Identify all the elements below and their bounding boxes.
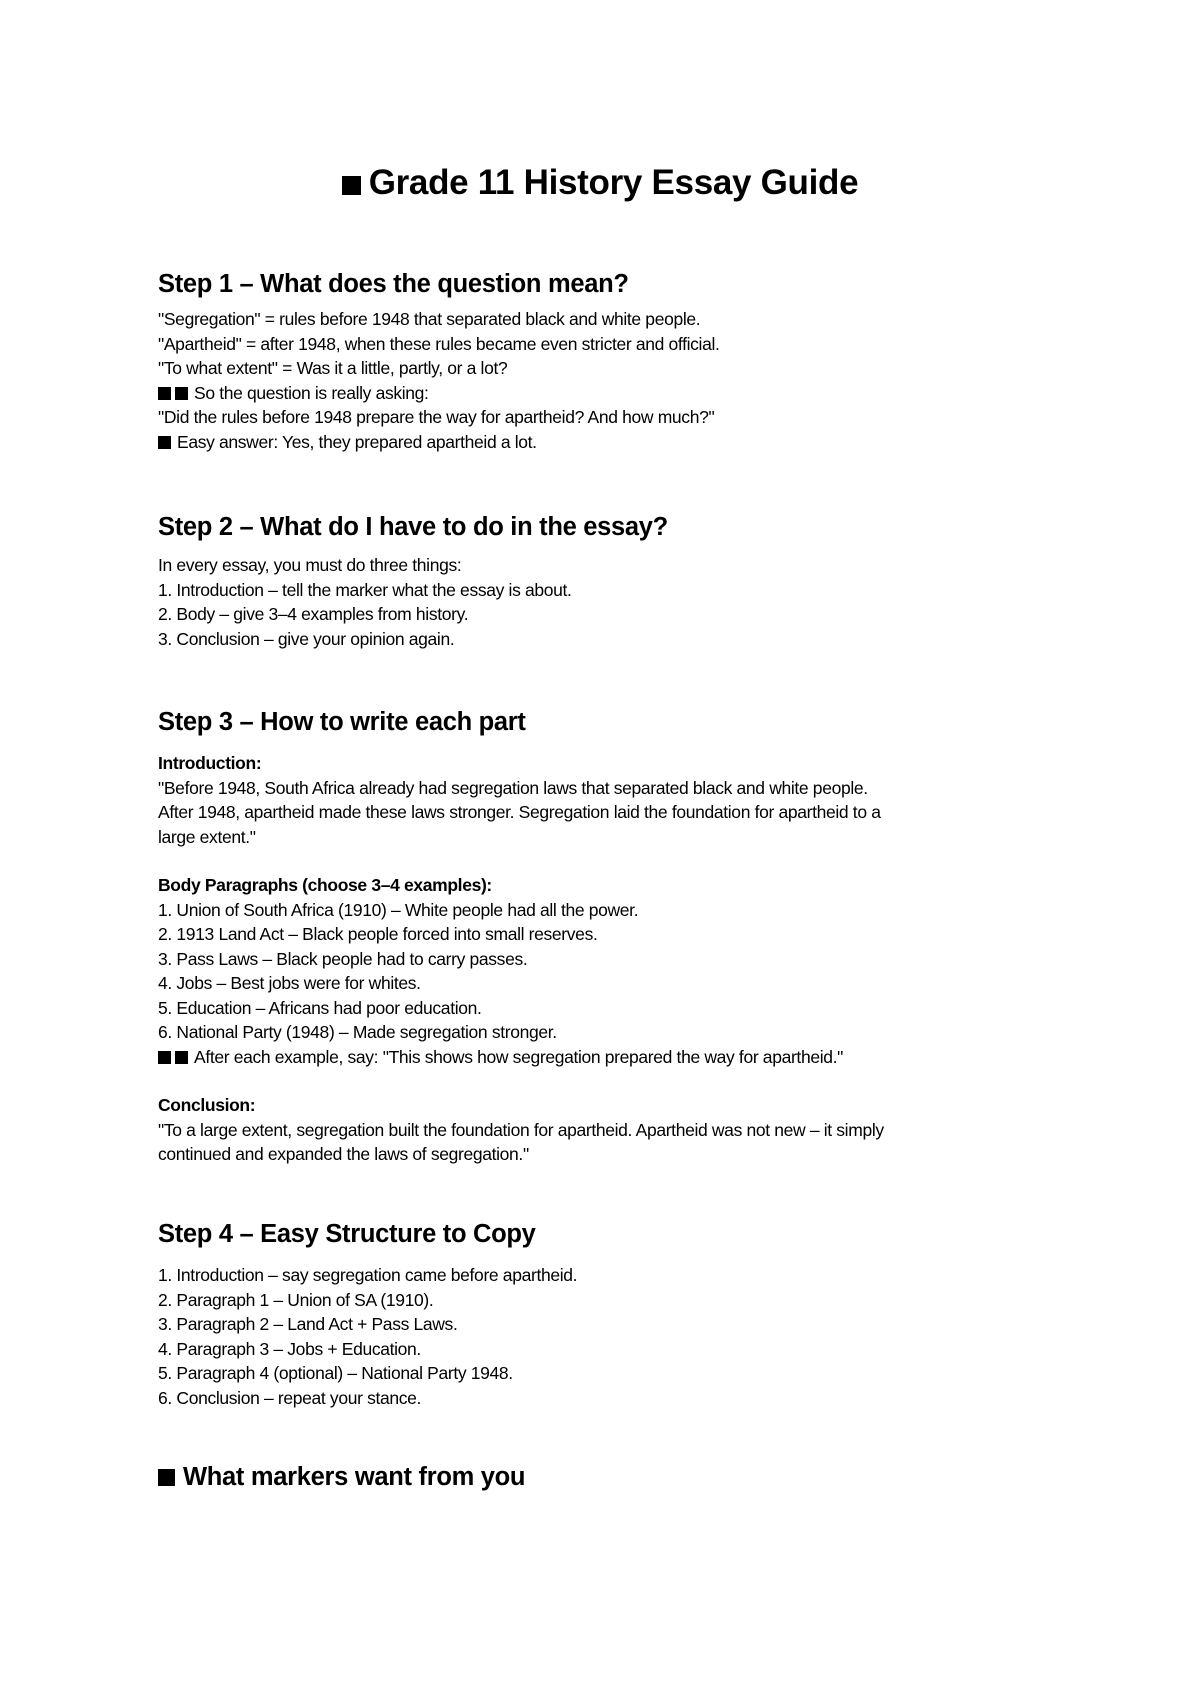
- square-bullet-icon: [158, 436, 171, 449]
- step4-line: 6. Conclusion – repeat your stance.: [158, 1387, 422, 1408]
- markers-heading: [158, 1460, 525, 1494]
- step2-line: 1. Introduction – tell the marker what the essay is about.: [158, 579, 572, 600]
- square-bullet-icon: [158, 1469, 175, 1486]
- body-line: [158, 1045, 884, 1070]
- intro-line: After 1948, apartheid made these laws stronger. Segregation laid the foundation for apartheid to a: [158, 802, 881, 822]
- markers-heading-text: What markers want from you: [183, 1463, 526, 1491]
- step2-section: [158, 510, 668, 651]
- square-bullet-icon: [342, 176, 361, 195]
- square-bullet-icon: [158, 387, 171, 400]
- conclusion-label: Conclusion:: [158, 1095, 256, 1115]
- step1-line: [158, 381, 720, 406]
- body-line: 2. 1913 Land Act – Black people forced into small reserves.: [158, 924, 598, 944]
- intro-line: "Before 1948, South Africa already had segregation laws that separated black and white people.: [158, 777, 868, 798]
- step3-section: [158, 705, 884, 1167]
- conclusion-line: continued and expanded the laws of segregation.": [158, 1144, 529, 1164]
- body-line-text: After each example, say: "This shows how segregation prepared the way for apartheid.": [194, 1046, 844, 1067]
- body-line: 4. Jobs – Best jobs were for whites.: [158, 973, 421, 993]
- step2-line: 3. Conclusion – give your opinion again.: [158, 628, 455, 649]
- step1-section: [158, 267, 720, 454]
- step2-heading: Step 2 – What do I have to do in the essay?: [158, 513, 668, 541]
- square-bullet-icon: [158, 1051, 171, 1064]
- step4-heading: Step 4 – Easy Structure to Copy: [158, 1220, 536, 1248]
- introduction-label: Introduction:: [158, 753, 262, 773]
- square-bullet-icon: [175, 1051, 188, 1064]
- page-title: [0, 160, 1200, 206]
- markers-section: [158, 1460, 525, 1494]
- step4-line: 3. Paragraph 2 – Land Act + Pass Laws.: [158, 1314, 458, 1334]
- step1-line-text: Easy answer: Yes, they prepared apartheid a lot.: [177, 431, 537, 452]
- step1-heading: Step 1 – What does the question mean?: [158, 270, 629, 298]
- step4-line: 1. Introduction – say segregation came before apartheid.: [158, 1265, 578, 1285]
- step4-line: 5. Paragraph 4 (optional) – National Party 1948.: [158, 1363, 513, 1383]
- body-line: 1. Union of South Africa (1910) – White people had all the power.: [158, 899, 639, 920]
- step1-line-text: So the question is really asking:: [194, 382, 429, 403]
- step4-line: 4. Paragraph 3 – Jobs + Education.: [158, 1338, 421, 1359]
- step2-line: In every essay, you must do three things:: [158, 555, 462, 575]
- square-bullet-icon: [175, 387, 188, 400]
- page-title-text: Grade 11 History Essay Guide: [368, 163, 859, 202]
- intro-line: large extent.": [158, 826, 256, 847]
- conclusion-line: "To a large extent, segregation built the foundation for apartheid. Apartheid was not new – it simply: [158, 1119, 884, 1140]
- body-line: 5. Education – Africans had poor education.: [158, 997, 482, 1018]
- step1-line: "Did the rules before 1948 prepare the way for apartheid? And how much?": [158, 407, 715, 427]
- step1-line: "To what extent" = Was it a little, partly, or a lot?: [158, 358, 508, 378]
- step4-section: [158, 1217, 577, 1410]
- step1-line: "Apartheid" = after 1948, when these rules became even stricter and official.: [158, 333, 720, 354]
- body-line: 6. National Party (1948) – Made segregation stronger.: [158, 1022, 557, 1042]
- step1-line: "Segregation" = rules before 1948 that separated black and white people.: [158, 309, 701, 329]
- body-paragraphs-label: Body Paragraphs (choose 3–4 examples):: [158, 875, 492, 895]
- step1-line: [158, 430, 720, 455]
- step3-heading: Step 3 – How to write each part: [158, 708, 526, 736]
- step2-line: 2. Body – give 3–4 examples from history.: [158, 604, 469, 624]
- body-line: 3. Pass Laws – Black people had to carry passes.: [158, 948, 528, 969]
- step4-line: 2. Paragraph 1 – Union of SA (1910).: [158, 1289, 434, 1310]
